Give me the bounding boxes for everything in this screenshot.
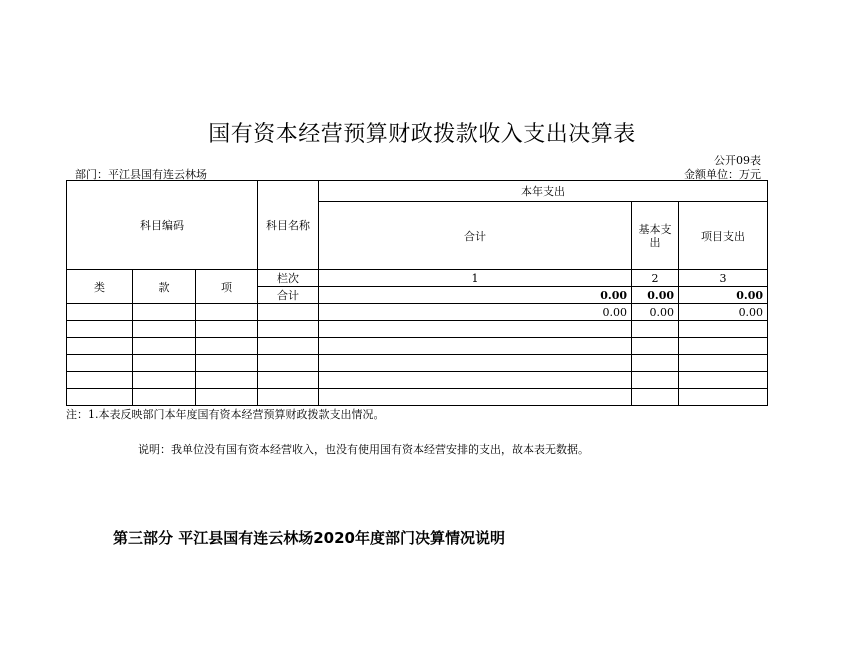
row-project-expense: 0.00 [679,304,768,321]
table-note: 注：1.本表反映部门本年度国有资本经营预算财政拨款支出情况。 [66,408,385,421]
column-number-1: 1 [319,270,632,287]
total-row-label: 合计 [258,287,319,304]
table-row [67,338,768,355]
column-number-2: 2 [632,270,679,287]
budget-table [66,180,768,406]
row-amount: 0.00 [319,304,632,321]
column-row-label: 栏次 [258,270,319,287]
header-xiang: 项 [196,270,258,304]
section-title: 第三部分 平江县国有连云林场2020年度部门决算情况说明 [113,529,505,547]
header-kuan: 款 [133,270,196,304]
total-project-expense: 0.00 [679,287,768,304]
table-row [67,321,768,338]
table-row [67,355,768,372]
department-label: 部门：平江县国有连云林场 [75,168,207,181]
table-title: 国有资本经营预算财政拨款收入支出决算表 [208,122,636,147]
row-basic-expense: 0.00 [632,304,679,321]
form-number: 公开09表 [714,154,761,167]
header-basic-expense: 基本支 出 [632,202,679,270]
column-number-3: 3 [679,270,768,287]
header-project-expense: 项目支出 [679,202,768,270]
header-current-year-expense: 本年支出 [319,181,768,202]
table-row [67,304,768,321]
unit-label: 金额单位：万元 [684,168,761,181]
total-basic-expense: 0.00 [632,287,679,304]
explanation-text: 说明：我单位没有国有资本经营收入，也没有使用国有资本经营安排的支出，故本表无数据。 [138,443,589,456]
table-row [67,372,768,389]
header-total: 合计 [319,202,632,270]
total-amount: 0.00 [319,287,632,304]
table-row [67,389,768,406]
header-lei: 类 [67,270,133,304]
header-subject-name: 科目名称 [258,181,319,270]
header-subject-code: 科目编码 [67,181,258,270]
